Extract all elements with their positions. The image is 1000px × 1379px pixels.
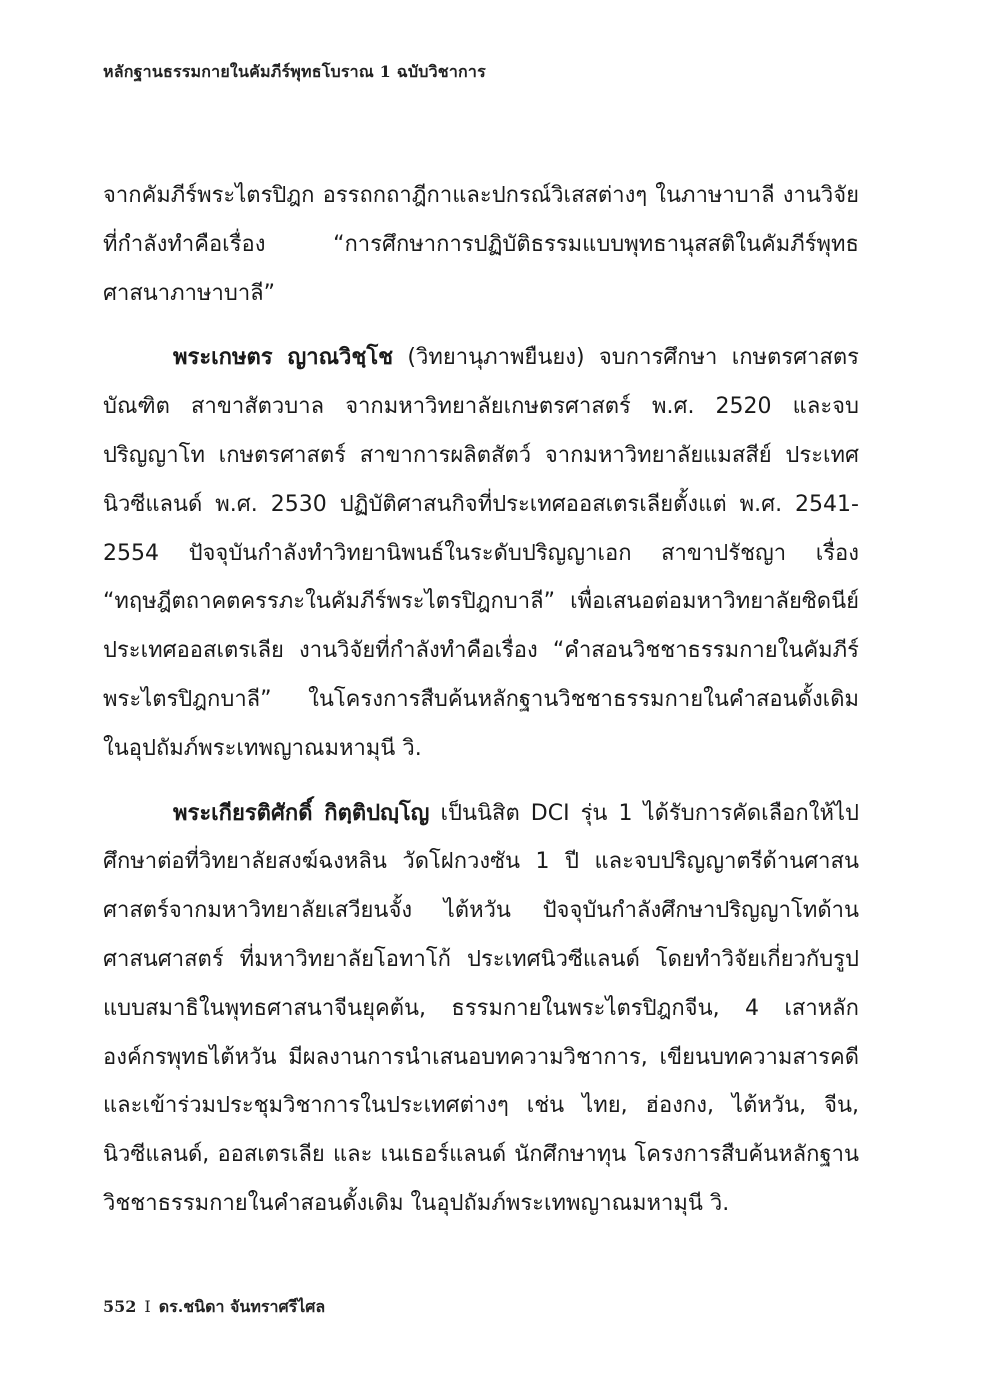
paragraph-3-text: เป็นนิสิต DCI รุ่น 1 ได้รับการคัดเลือกให้ไปศึกษาต่อที่วิทยาลัยสงฆ์ฉงหลิน วัดโฝกวงซัน 1 ปี และจบปริญญาตรีด้านศาสนศาสตร์จากมหาวิทยาลัยเสวียนจั้ง ไต้หวัน ปัจจุบันกำลังศึกษาปริญญาโทด้านศาสนศาสตร์ ที่มหาวิทยาลัยโอทาโก้ ประเทศนิวซีแลนด์ โดยทำวิจัยเกี่ยวกับรูปแบบสมาธิในพุทธศาสนาจีนยุคต้น, ธรรมกายในพระไตรปิฎกจีน, 4 เสาหลักองค์กรพุทธไต้หวัน มีผลงานการนำเสนอบทความวิชาการ, เขียนบทความสารคดี และเข้าร่วมประชุมวิชาการในประเทศต่างๆ เช่น ไทย, ฮ่องกง, ไต้หวัน, จีน, นิวซีแลนด์, ออสเตรเลีย และ เนเธอร์แลนด์ นักศึกษาทุน โครงการสืบค้นหลักฐานวิชชาธรรมกายในคำสอนดั้งเดิม ในอุปถัมภ์พระเทพญาณมหามุนี วิ. [103, 800, 859, 1216]
page-body [103, 172, 859, 1229]
paragraph-3 [103, 790, 859, 1229]
paragraph-2 [103, 334, 859, 773]
running-header: หลักฐานธรรมกายในคัมภีร์พุทธโบราณ 1 ฉบับวิชาการ [103, 62, 486, 81]
paragraph-3-name: พระเกียรติศักดิ์ กิตฺติปญฺโญ [173, 800, 430, 826]
paragraph-2-name: พระเกษตร ญาณวิชฺโช [173, 345, 394, 371]
page-footer [103, 1295, 325, 1320]
footer-author: ดร.ชนิดา จันทราศรีไศล [158, 1297, 326, 1316]
paragraph-2-text: (วิทยานุภาพยืนยง) จบการศึกษา เกษตรศาสตรบัณฑิต สาขาสัตวบาล จากมหาวิทยาลัยเกษตรศาสตร์ พ.ศ. 2520 และจบปริญญาโท เกษตรศาสตร์ สาขาการผลิตสัตว์ จากมหาวิทยาลัยแมสสีย์ ประเทศนิวซีแลนด์ พ.ศ. 2530 ปฏิบัติศาสนกิจที่ประเทศออสเตรเลียตั้งแต่ พ.ศ. 2541-2554 ปัจจุบันกำลังทำวิทยานิพนธ์ในระดับปริญญาเอก สาขาปรัชญา เรื่อง “ทฤษฎีตถาคตครรภะในคัมภีร์พระไตรปิฎกบาลี” เพื่อเสนอต่อมหาวิทยาลัยซิดนีย์ ประเทศออสเตรเลีย งานวิจัยที่กำลังทำคือเรื่อง “คำสอนวิชชาธรรมกายในคัมภีร์พระไตรปิฎกบาลี” ในโครงการสืบค้นหลักฐานวิชชาธรรมกายในคำสอนดั้งเดิม ในอุปถัมภ์พระเทพญาณมหามุนี วิ. [103, 345, 859, 761]
footer-separator: I [144, 1297, 151, 1316]
paragraph-1: จากคัมภีร์พระไตรปิฎก อรรถกถาฎีกาและปกรณ์วิเสสต่างๆ ในภาษาบาลี งานวิจัยที่กำลังทำคือเรื่อง “การศึกษาการปฏิบัติธรรมแบบพุทธานุสสติในคัมภีร์พุทธศาสนาภาษาบาลี” [103, 183, 859, 306]
page-number: 552 [103, 1297, 137, 1316]
